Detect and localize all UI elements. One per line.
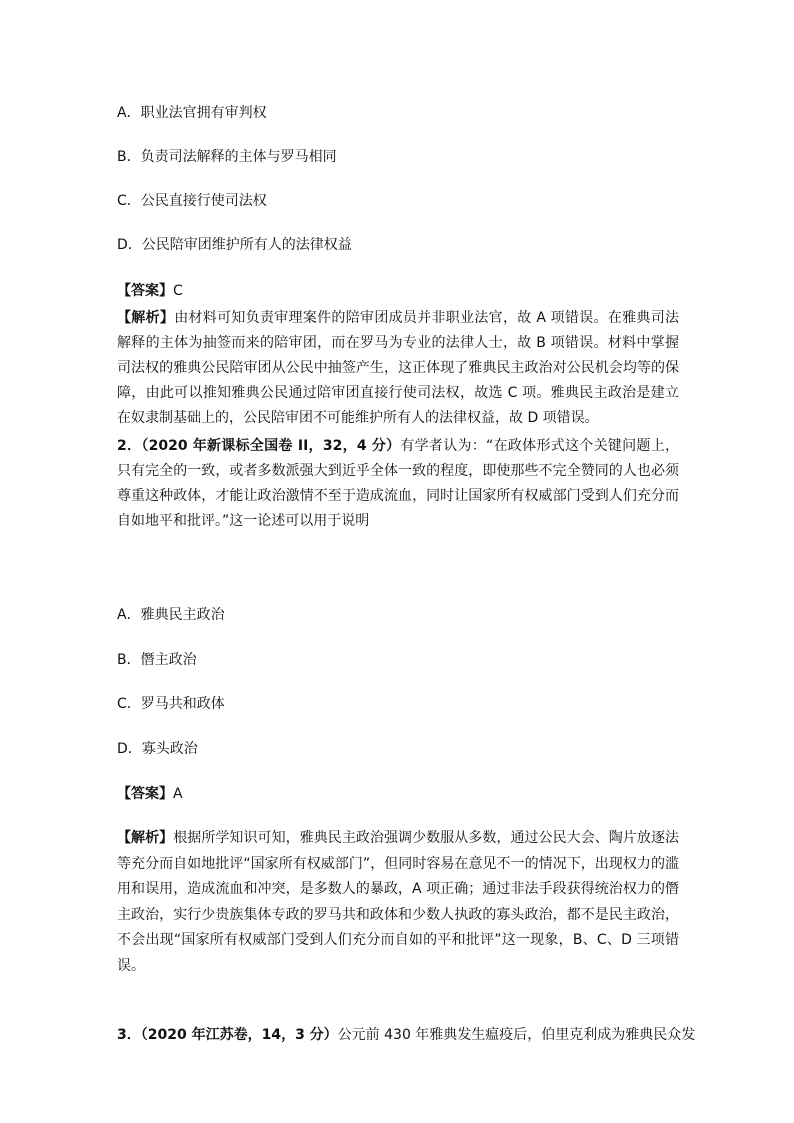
q1-analysis: [117, 306, 679, 431]
q2-option-d: D．寡头政治: [117, 741, 198, 757]
q1-option-c: C．公民直接行使司法权: [117, 193, 267, 209]
q2-option-c: C．罗马共和政体: [117, 696, 225, 712]
q2-source: （2020 年新课标全国卷 II，32，4 分）: [141, 438, 401, 454]
q1-option-b: B．负责司法解释的主体与罗马相同: [117, 149, 337, 165]
q3-stem-text: 公元前 430 年雅典发生瘟疫后，伯里克利成为雅典民众发: [337, 1027, 696, 1043]
q1-analysis-label: 【解析】: [117, 310, 175, 326]
q1-option-a: A．职业法官拥有审判权: [117, 105, 267, 121]
q2-answer-label: 【答案】: [117, 786, 173, 802]
q1-analysis-text: 由材料可知负责审理案件的陪审团成员并非职业法官，故 A 项错误。在雅典司法解释的主体为抽签而来的陪审团，而在罗马为专业的法律人士，故 B 项错误。材料中掌握司法权的雅典公民陪审团从公民中抽签产生，这正体现了雅典民主政治对公民机会均等的保障，由此可以推知雅典公民通过陪审团直接行使司法权，故选 C 项。雅典民主政治是建立在奴隶制基础上的，公民陪审团不可能维护所有人的法律权益，故 D 项错误。: [117, 310, 679, 426]
q2-answer-value: A: [173, 786, 183, 802]
q2-analysis-text: 根据所学知识可知，雅典民主政治强调少数服从多数，通过公民大会、陶片放逐法等充分而自如地批评“国家所有权威部门”，但同时容易在意见不一的情况下，出现权力的滥用和误用，造成流血和冲突，是多数人的暴政，A 项正确；通过非法手段获得统治权力的僭主政治，实行少贵族集体专政的罗马共和政体和少数人执政的寡头政治，都不是民主政治，不会出现“国家所有权威部门受到人们充分而自如的平和批评”这一现象，B、C、D 三项错误。: [117, 830, 680, 974]
q1-answer-value: C: [173, 283, 183, 299]
q2-analysis-label: 【解析】: [117, 830, 174, 846]
q1-answer: [117, 281, 183, 301]
q3-number: 3．: [117, 1027, 141, 1043]
q2-option-b: B．僭主政治: [117, 652, 197, 668]
q2-stem: [117, 434, 679, 534]
q1-answer-label: 【答案】: [117, 283, 173, 299]
q3-source: （2020 年江苏卷，14，3 分）: [140, 1027, 338, 1043]
q3-stem: [117, 1025, 695, 1045]
q1-option-d: D．公民陪审团维护所有人的法律权益: [117, 237, 352, 253]
q2-stem-text: 有学者认为：“在政体形式这个关键问题上，只有完全的一致，或者多数派强大到近乎全体一致的程度，即使那些不完全赞同的人也必须尊重这种政体，才能让政治激情不至于造成流血，同时让国家所有权威部门受到人们充分而自如地平和批评。”这一论述可以用于说明: [117, 438, 679, 529]
q2-number: 2．: [117, 438, 142, 454]
q2-analysis: [117, 826, 679, 979]
q2-option-a: A．雅典民主政治: [117, 607, 225, 623]
q2-answer: [117, 784, 183, 804]
